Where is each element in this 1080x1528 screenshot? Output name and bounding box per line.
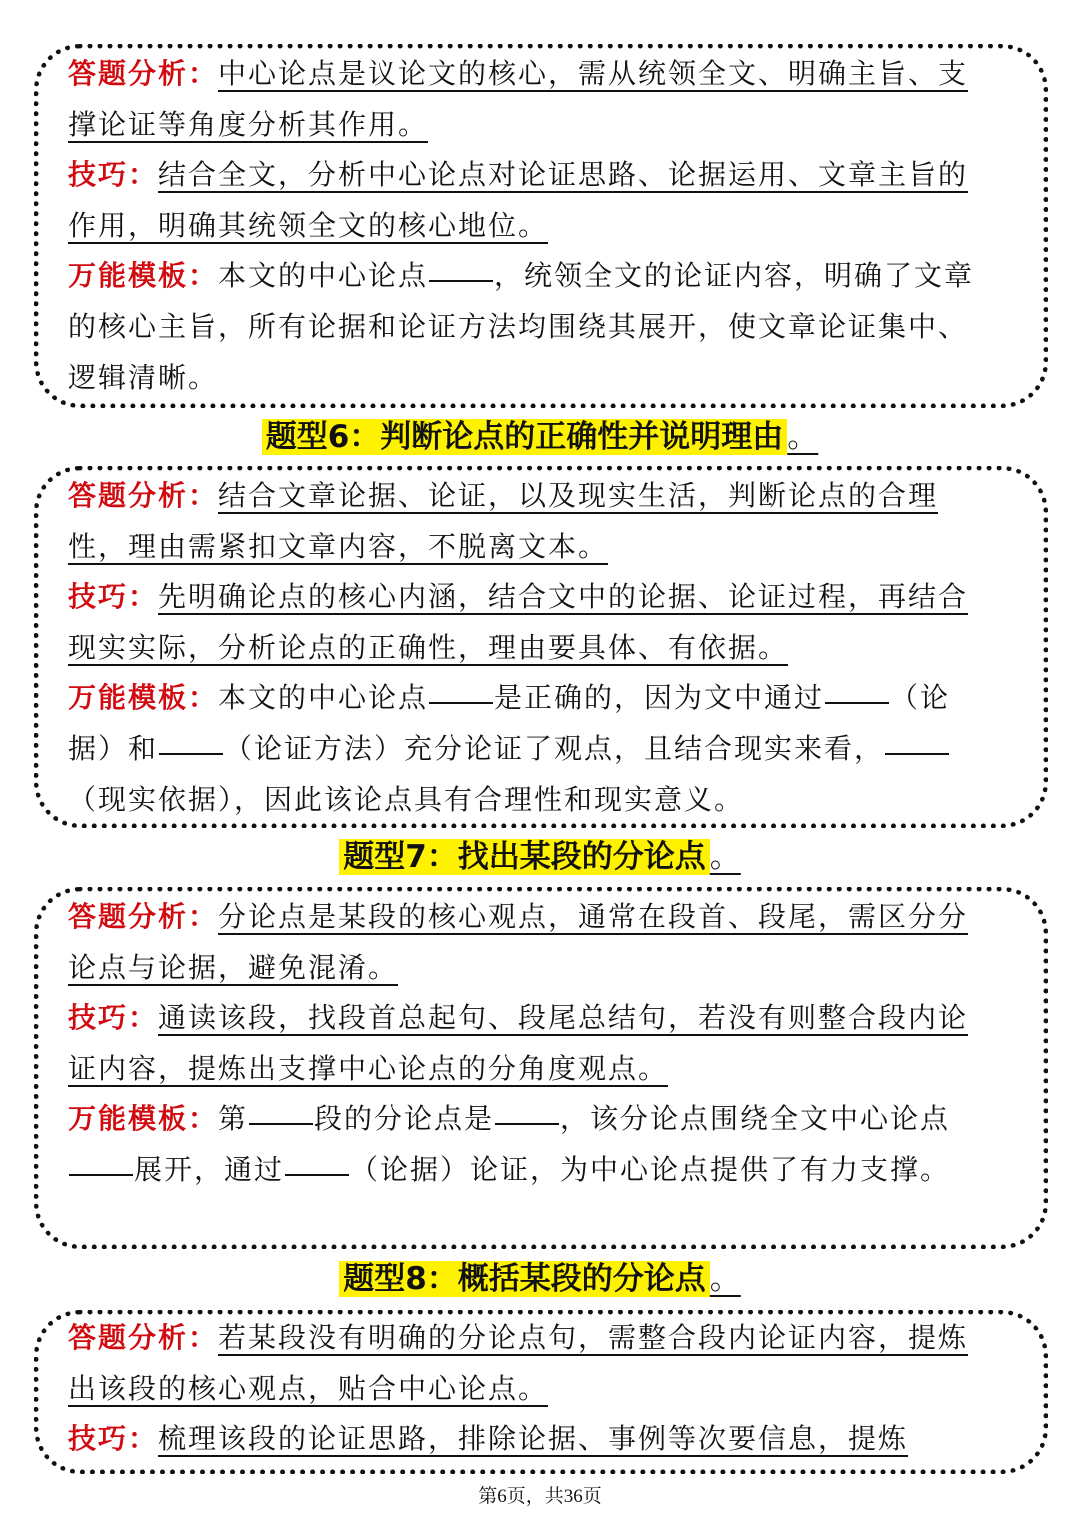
section8-technique: 技巧：梳理该段的论证思路，排除论据、事例等次要信息，提炼: [68, 1422, 909, 1455]
section6-heading: 题型6：判断论点的正确性并说明理由 。: [0, 414, 1080, 460]
page-footer: 第6页，共36页: [478, 1486, 602, 1507]
section6-template: 万能模板：本文的中心论点 是正确的，因为文中通过 （论据）和 （论证方法）充分论证了观点，且结合现实来看，（现实依据），因此该论点具有合理性和现实意义。: [68, 681, 951, 816]
section7-technique: 技巧：通读该段，找段首总起句、段尾总结句，若没有则整合段内论证内容，提炼出支撑中心论点的分角度观点。: [68, 1001, 969, 1085]
blank: [885, 752, 949, 755]
blank: [159, 752, 223, 755]
blank: [249, 1122, 313, 1125]
blank: [825, 701, 889, 704]
section8-heading: 题型8：概括某段的分论点 。: [0, 1256, 1080, 1302]
section5-template: 万能模板：本文的中心论点 ，统领全文的论证内容，明确了文章的核心主旨，所有论据和论证方法均围绕其展开，使文章论证集中、逻辑清晰。: [68, 259, 975, 394]
section7-heading: 题型7：找出某段的分论点 。: [0, 834, 1080, 880]
blank: [495, 1122, 559, 1125]
section7-template: 万能模板：第 段的分论点是 ，该分论点围绕全文中心论点展开，通过 （论据）论证，为中心论点提供了有力支撑。: [68, 1102, 951, 1186]
blank: [69, 1173, 133, 1176]
blank: [285, 1173, 349, 1176]
section5-analysis: 答题分析：中心论点是议论文的核心，需从统领全文、明确主旨、支撑论证等角度分析其作用。: [68, 57, 969, 141]
section6-technique: 技巧：先明确论点的核心内涵，结合文中的论据、论证过程，再结合现实实际，分析论点的正确性，理由要具体、有依据。: [68, 580, 969, 664]
section8-analysis: 答题分析：若某段没有明确的分论点句，需整合段内论证内容，提炼出该段的核心观点，贴合中心论点。: [68, 1321, 969, 1405]
section7-analysis: 答题分析：分论点是某段的核心观点，通常在段首、段尾，需区分分论点与论据，避免混淆。: [68, 900, 969, 984]
section6-analysis: 答题分析：结合文章论据、论证，以及现实生活，判断论点的合理性，理由需紧扣文章内容，不脱离文本。: [68, 479, 939, 563]
blank: [429, 701, 493, 704]
section5-technique: 技巧：结合全文，分析中心论点对论证思路、论据运用、文章主旨的作用，明确其统领全文的核心地位。: [68, 158, 969, 242]
blank: [429, 279, 493, 282]
